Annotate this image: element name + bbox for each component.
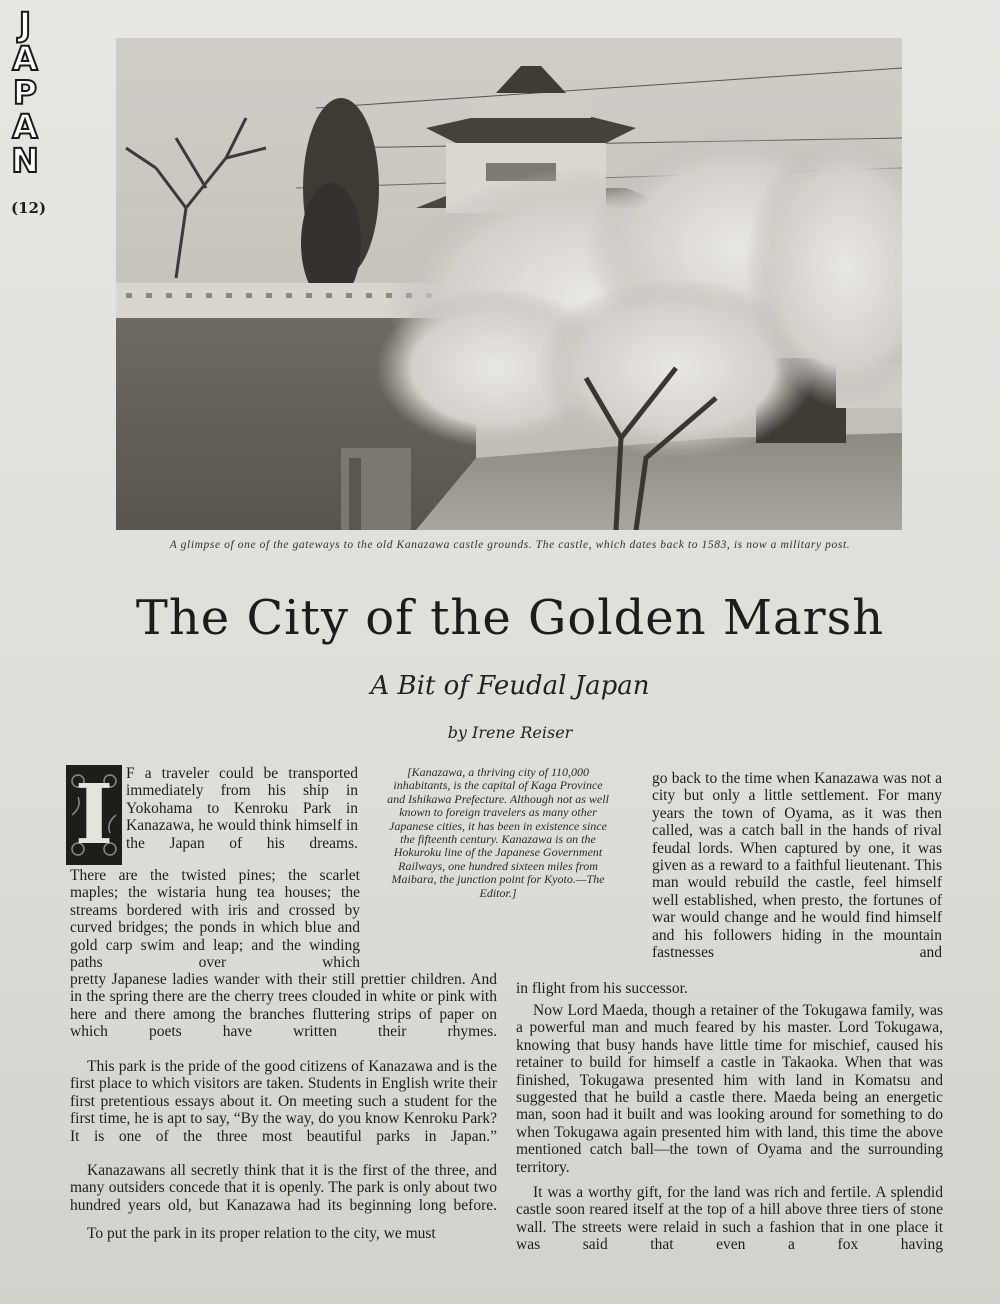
photo-caption: A glimpse of one of the gateways to the old Kanazawa castle grounds. The castle, which dates back to 1583, is now a military post. [169,539,851,551]
paragraph-history: go back to the time when Kanazawa was not a city but only a little settlement. For many years the town of Oyama, as it was then called, was a catch ball in the hands of rival feudal lords. When captured by one, it was given as a reward to a faithful lieutenant. This man would rebuild the castle, feel himself well established, when presto, the fortunes of war would change and he would find himself and his followers hiding in the mountain fastnesses and [652,770,942,962]
paragraph-park-description-continued: pretty Japanese ladies wander with their still prettier children. And in the spring there are the cherry trees clouded in white or pink with here and there among the branches fluttering strips of paper on which poets have written their rhymes. [70,971,497,1041]
paragraph-park-pride: This park is the pride of the good citizens of Kanazawa and is the first place to which visitors are taken. Students in English write their first pretentious essays about it. On meeting such a student for the first time, he is apt to say, “By the way, do you know Kenroku Park? It is one of the three most beautiful parks in Japan.” [70,1058,497,1145]
dropcap-ornament [66,765,122,865]
article-byline: by Irene Reiser [447,723,573,742]
masthead-letter: A [12,39,38,78]
editor-note: [Kanazawa, a thriving city of 110,000 inhabitants, is the capital of Kaga Province and Ishikawa Prefecture. Although not as well known to foreign travelers as many other Japanese cities, it has been in existence since the fifteenth century. Kanazawa is on the Hokuroku line of the Japanese Government Railways, one hundred sixteen miles from Maibara, the junction point for Kyoto.—The Editor.] [387,765,609,900]
masthead-letter: A [12,107,38,146]
masthead-japan [10,5,42,180]
article-title: The City of the Golden Marsh [135,590,885,646]
paragraph-lord-maeda: Now Lord Maeda, though a retainer of the Tokugawa family, was a powerful man and much feared by his master. Lord Tokugawa, knowing that busy hands have little time for mischief, caused his retainer to build for himself a castle in Takaoka. When that was finished, Tokugawa presented him with land in Komatsu and suggested that he build a castle there. Maeda being an energetic man, soon had it built and was looking around for something to do when Tokugawa again presented him with land, this time the above mentioned catch ball—the town of Oyama and the surrounding territory. [516,1002,943,1176]
paragraph-intro: F a traveler could be transported immediately from his ship in Yokohama to Kenroku Park in Kanazawa, he would think himself in the Japan of his dreams. [126,765,358,852]
masthead-letter: P [12,73,38,112]
dropcap-letter: I [74,767,114,863]
paragraph-kanazawans: Kanazawans all secretly think that it is the first of the three, and many outsiders concede that it is openly. The park is only about two hundred years old, but Kanazawa had its beginning long before. [70,1162,497,1214]
paragraph-park-description: There are the twisted pines; the scarlet maples; the wistaria hung tea houses; the streams bordered with iris and crossed by curved bridges; the ponds in which blue and gold carp swim and leap; and the winding paths over which [70,867,360,972]
paragraph-park-relation: To put the park in its proper relation to the city, we must [87,1225,436,1242]
page-number: (12) [11,199,47,217]
masthead-letter: J [18,5,32,44]
article-subtitle: A Bit of Feudal Japan [370,671,650,701]
paragraph-castle: It was a worthy gift, for the land was rich and fertile. A splendid castle soon reared itself at the top of a hill above three tiers of stone wall. The streets were relaid in such a fashion that in one place it was said that even a fox having [516,1184,943,1254]
paragraph-history-continued: in flight from his successor. [516,980,688,997]
masthead-letter: N [11,141,39,180]
castle-photo [116,38,902,530]
